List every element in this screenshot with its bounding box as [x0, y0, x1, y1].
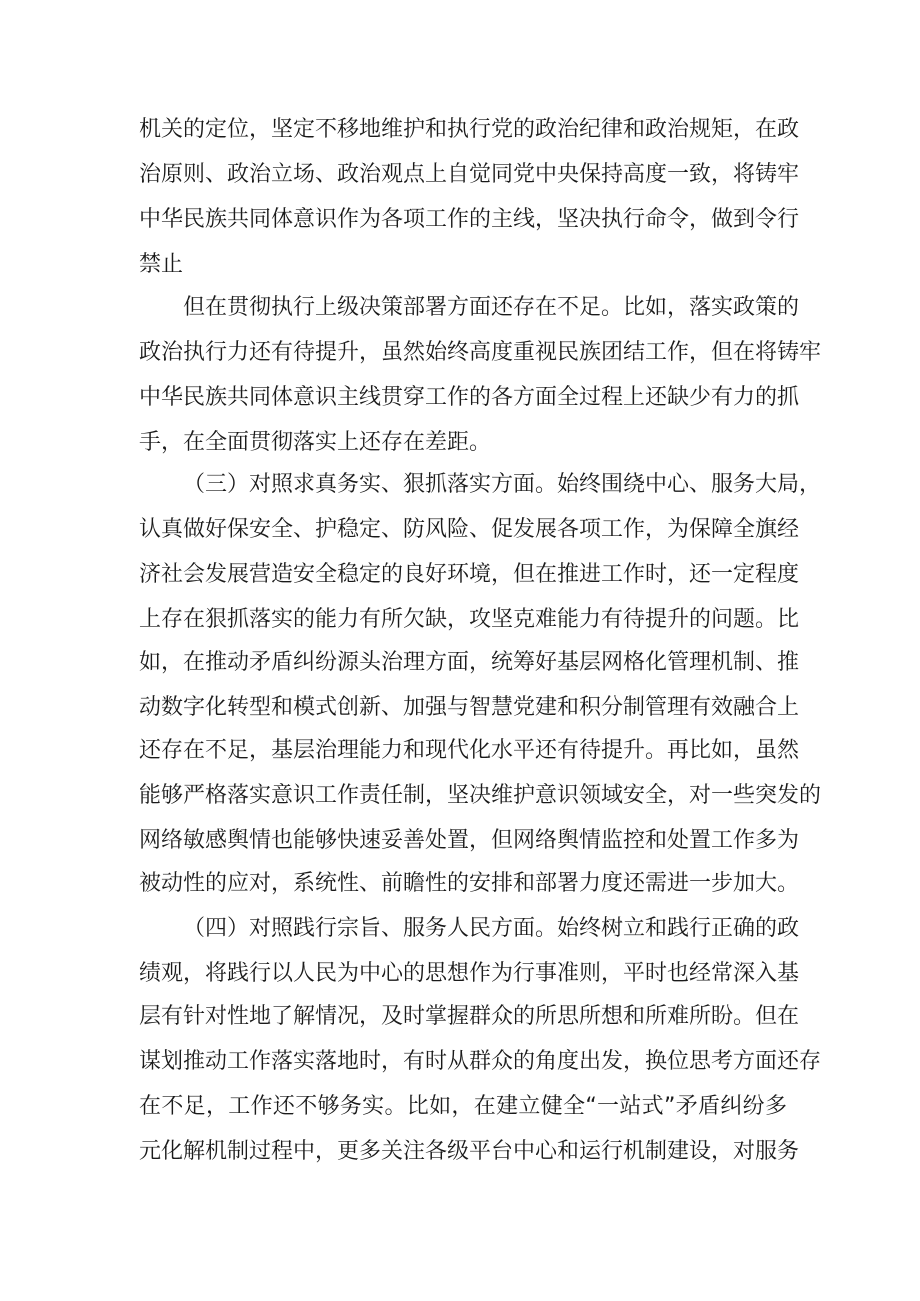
text-line: 治原则、政治立场、政治观点上自觉同党中央保持高度一致，将铸牢	[139, 162, 800, 187]
text-line: 能够严格落实意识工作责任制，坚决维护意识领域安全，对一些突发的	[139, 783, 822, 808]
section-heading-line: （四）对照践行宗旨、服务人民方面。始终树立和践行正确的政	[183, 916, 800, 941]
text-line: 济社会发展营造安全稳定的良好环境，但在推进工作时，还一定程度	[139, 562, 800, 587]
text-line: 元化解机制过程中，更多关注各级平台中心和运行机制建设，对服务	[139, 1139, 800, 1164]
section-heading-line: （三）对照求真务实、狠抓落实方面。始终围绕中心、服务大局，	[183, 472, 822, 497]
text-line: 禁止	[139, 252, 184, 277]
text-line: 动数字化转型和模式创新、加强与智慧党建和积分制管理有效融合上	[139, 695, 800, 720]
text-line: 被动性的应对，系统性、前瞻性的安排和部署力度还需进一步加大。	[139, 871, 800, 896]
text-line: 中华民族共同体意识主线贯穿工作的各方面全过程上还缺少有力的抓	[139, 385, 800, 410]
text-line: 手，在全面贯彻落实上还存在差距。	[139, 430, 492, 455]
text-line: 绩观，将践行以人民为中心的思想作为行事准则，平时也经常深入基	[139, 961, 800, 986]
text-line: 上存在狠抓落实的能力有所欠缺，攻坚克难能力有待提升的问题。比	[139, 607, 800, 632]
text-line: 网络敏感舆情也能够快速妥善处置，但网络舆情监控和处置工作多为	[139, 828, 800, 853]
text-line: 政治执行力还有待提升，虽然始终高度重视民族团结工作，但在将铸牢	[139, 340, 822, 365]
text-line: 认真做好保安全、护稳定、防风险、促发展各项工作，为保障全旗经	[139, 517, 800, 542]
text-line: 在不足，工作还不够务实。比如，在建立健全“一站式”矛盾纠纷多	[139, 1094, 787, 1119]
text-line: 如，在推动矛盾纠纷源头治理方面，统筹好基层网格化管理机制、推	[139, 650, 800, 675]
text-line: 机关的定位，坚定不移地维护和执行党的政治纪律和政治规矩，在政	[139, 117, 800, 142]
text-line: 谋划推动工作落实落地时，有时从群众的角度出发，换位思考方面还存	[139, 1049, 822, 1074]
paragraph-first-line: 但在贯彻执行上级决策部署方面还存在不足。比如，落实政策的	[183, 295, 800, 320]
text-line: 还存在不足，基层治理能力和现代化水平还有待提升。再比如，虽然	[139, 738, 800, 763]
text-line: 中华民族共同体意识作为各项工作的主线，坚决执行命令，做到令行	[139, 207, 800, 232]
text-line: 层有针对性地了解情况，及时掌握群众的所思所想和所难所盼。但在	[139, 1004, 800, 1029]
